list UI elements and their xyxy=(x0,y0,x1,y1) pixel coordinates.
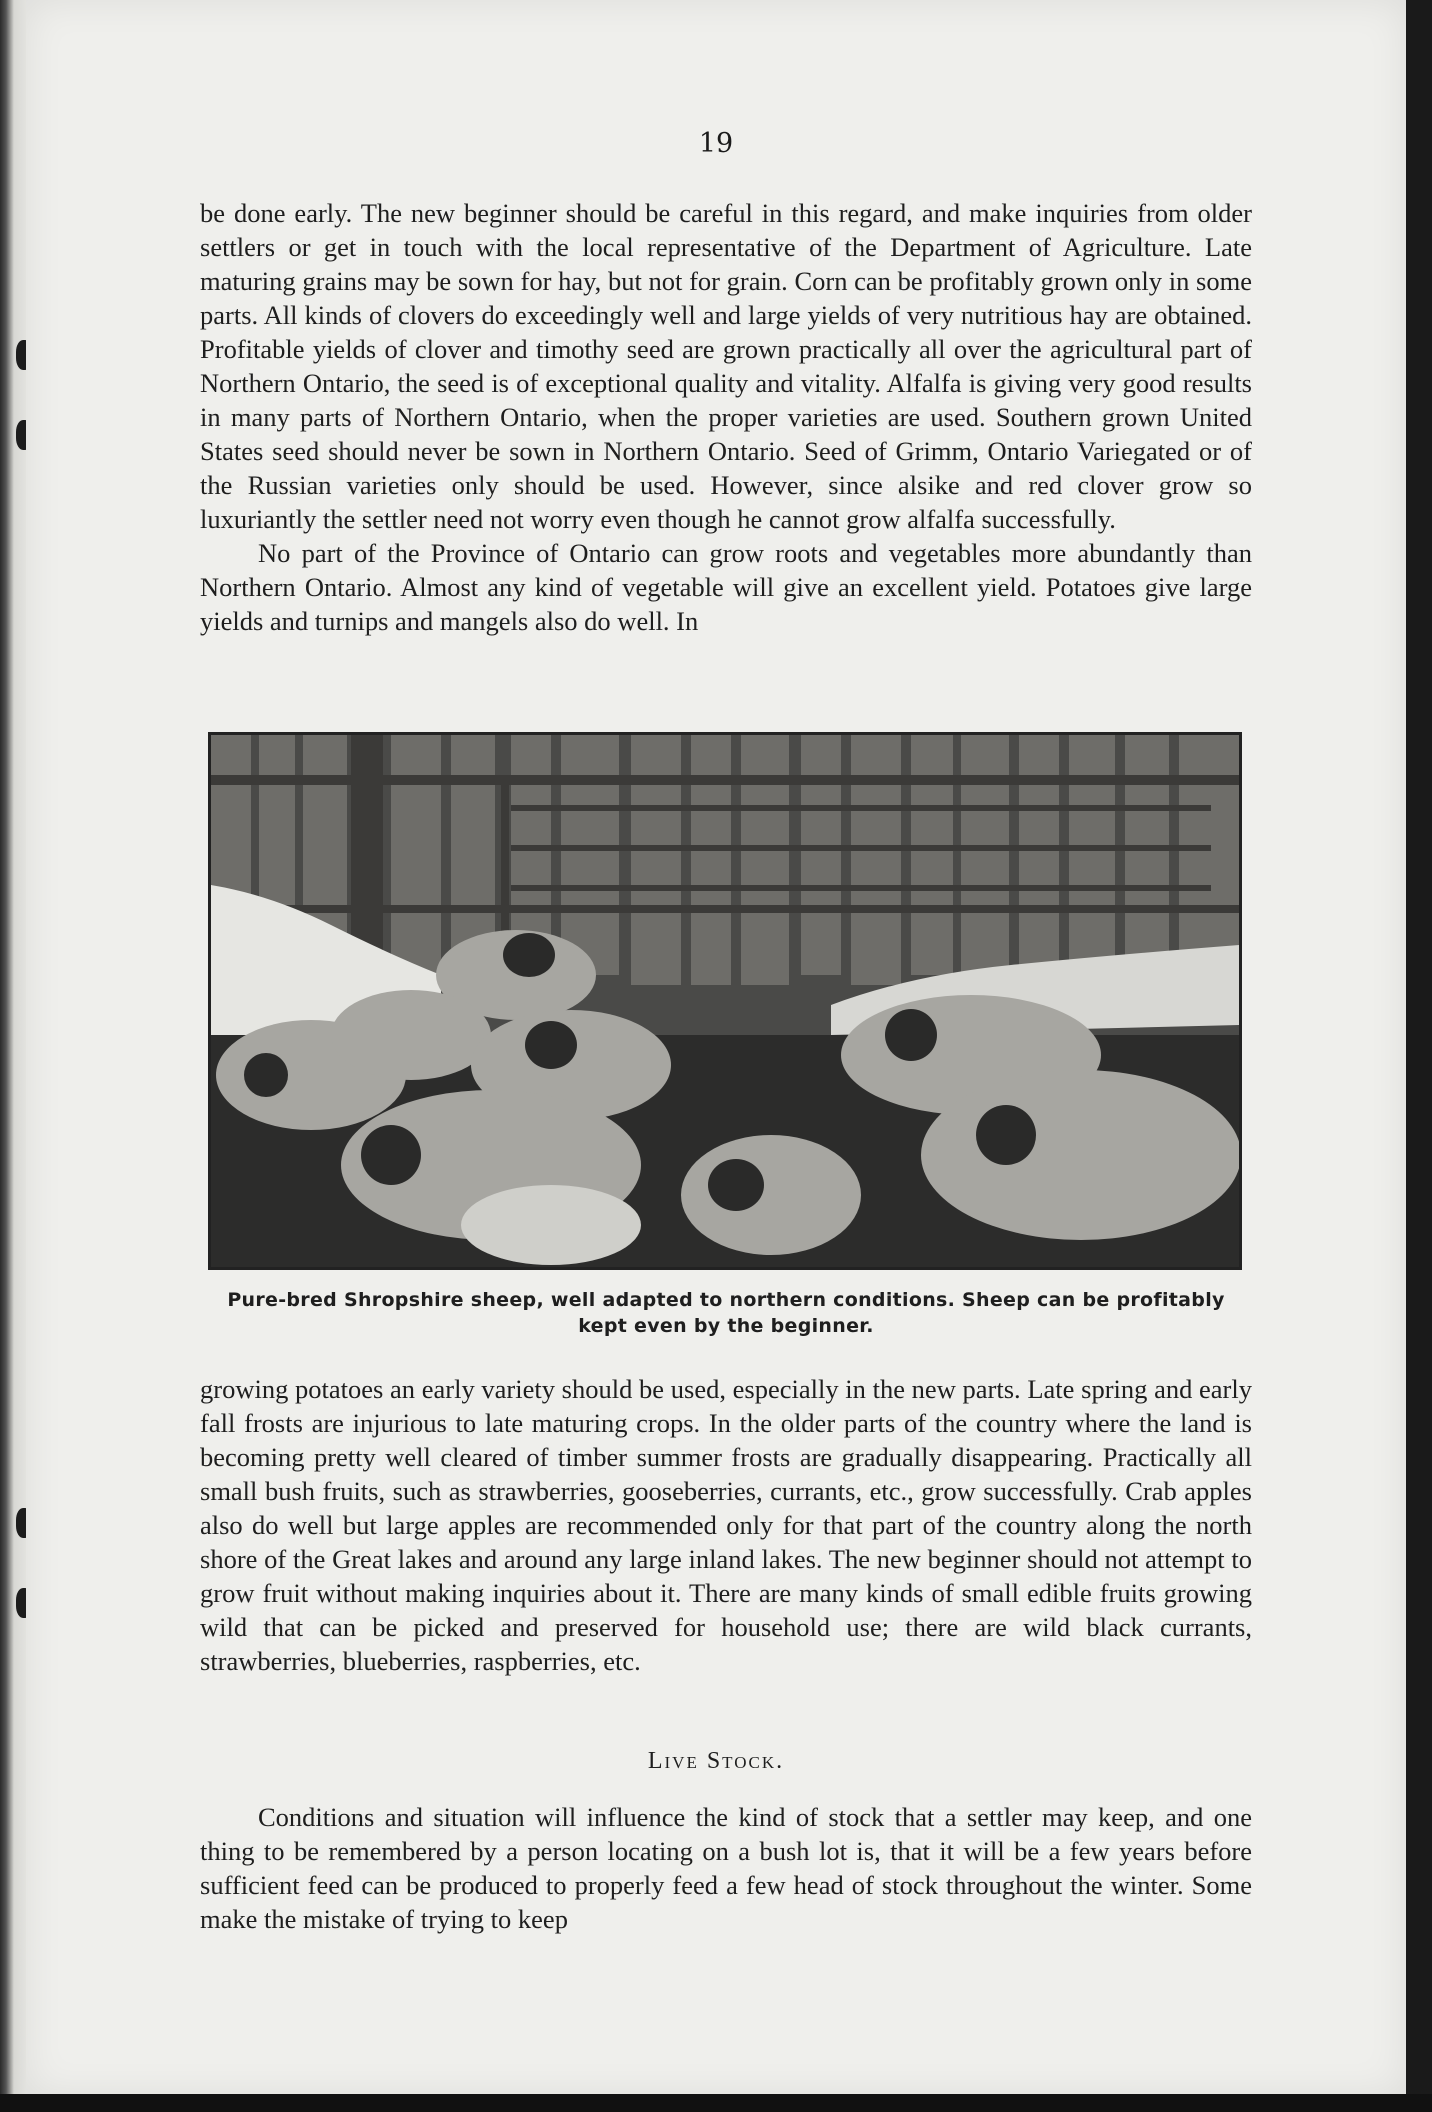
text-block-middle xyxy=(200,1372,1252,1678)
paragraph: be done early. The new beginner should be careful in this regard, and make inquiries from older settlers or get in touch with the local representative of the Department of Agriculture. Late maturing grains may be sown for hay, but not for grain. Corn can be profitably grown only in some parts. All kinds of clovers do exceedingly well and large yields of very nutritious hay are obtained. Profitable yields of clover and timothy seed are grown practically all over the agricultural part of Northern Ontario, the seed is of exceptional quality and vitality. Alfalfa is giving very good results in many parts of Northern Ontario, when the proper varieties are used. Southern grown United States seed should never be sown in Northern Ontario. Seed of Grimm, Ontario Variegated or of the Russian varieties only should be used. However, since alsike and red clover grow so luxuriantly the settler need not worry even though he cannot grow alfalfa successfully. xyxy=(200,198,1252,534)
page-number: 19 xyxy=(698,128,734,159)
paragraph: growing potatoes an early variety should be used, especially in the new parts. Late spring and early fall frosts are injurious to late maturing crops. In the older parts of the country where the land is becoming pretty well cleared of timber summer frosts are gradually disappearing. Practically all small bush fruits, such as strawberries, gooseberries, currants, etc., grow successfully. Crab apples also do well but large apples are recommended only for that part of the country along the north shore of the Great lakes and around any large inland lakes. The new beginner should not attempt to grow fruit without making inquiries about it. There are many kinds of small edible fruits growing wild that can be picked and preserved for household use; there are wild black currants, strawberries, blueberries, raspberries, etc. xyxy=(200,1374,1252,1676)
text-block-bottom xyxy=(200,1800,1252,1936)
sheep-photo-illustration xyxy=(211,735,1239,1267)
scan-bottom-edge xyxy=(0,2094,1432,2112)
paragraph: No part of the Province of Ontario can grow roots and vegetables more abundantly than Northern Ontario. Almost any kind of vegetable will give an excellent yield. Potatoes give large yields and turnips and mangels also do well. In xyxy=(200,538,1252,636)
sheep-photo xyxy=(208,732,1242,1270)
text-block-top xyxy=(200,196,1252,638)
paragraph: Conditions and situation will influence the kind of stock that a settler may keep, and one thing to be remembered by a person locating on a bush lot is, that it will be a few years before sufficient feed can be produced to properly feed a few head of stock throughout the winter. Some make the mistake of trying to keep xyxy=(200,1802,1252,1934)
section-heading: Live Stock. xyxy=(647,1748,785,1774)
photo-caption: Pure-bred Shropshire sheep, well adapted to northern conditions. Sheep can be profitably kept even by the beginner. xyxy=(227,1289,1225,1337)
